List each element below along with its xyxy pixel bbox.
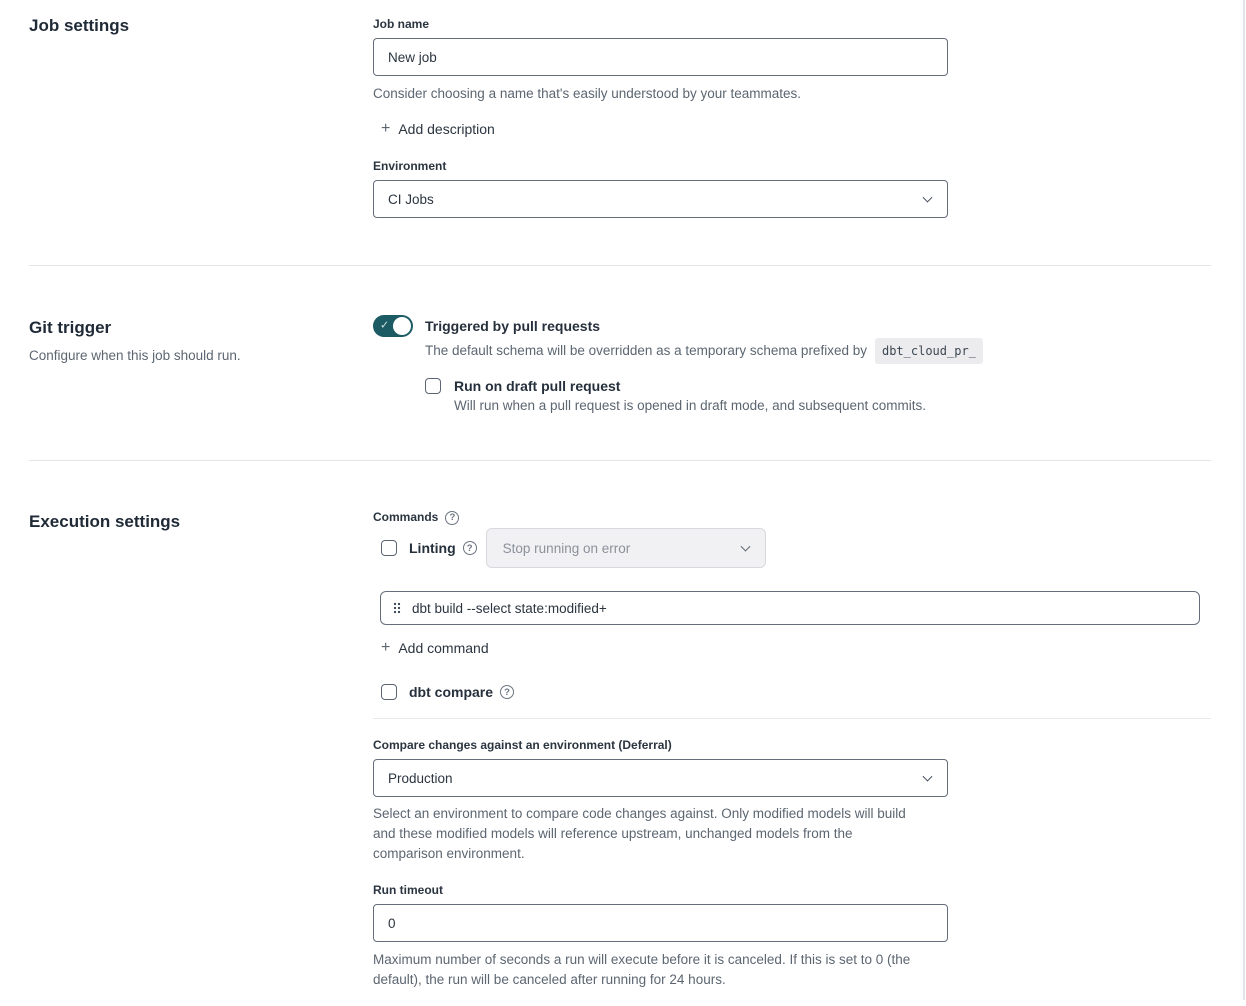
linting-checkbox[interactable] [381, 540, 397, 556]
run-timeout-input[interactable] [373, 904, 948, 942]
pr-trigger-desc-text: The default schema will be overridden as a temporary schema prefixed by [425, 343, 867, 358]
section-execution-settings-right [373, 510, 1211, 990]
section-execution-settings [0, 461, 1211, 1006]
draft-pr-desc: Will run when a pull request is opened in draft mode, and subsequent commits. [454, 398, 927, 413]
pr-trigger-row [373, 315, 1211, 364]
add-description-button[interactable] [381, 120, 495, 138]
deferral-select-value: Production [388, 770, 453, 786]
draft-pr-label: Run on draft pull request [454, 378, 621, 394]
section-execution-settings-left [29, 510, 373, 990]
run-timeout-helper: Maximum number of seconds a run will execute before it is canceled. If this is set to 0 (the default), the run will be canceled after running for 24 hours. [373, 952, 911, 987]
section-git-trigger-right [373, 315, 1211, 416]
plus-icon: + [381, 120, 391, 137]
pr-trigger-desc [425, 338, 983, 364]
dbt-compare-checkbox[interactable] [381, 684, 397, 700]
linting-label: Linting [409, 540, 456, 556]
section-job-settings [0, 0, 1211, 265]
pr-schema-code-chip: dbt_cloud_pr_ [875, 338, 983, 364]
chevron-down-icon [740, 542, 750, 552]
pr-trigger-text [425, 316, 983, 364]
run-timeout-label: Run timeout [373, 883, 443, 897]
section-job-settings-right [373, 15, 1211, 218]
pr-trigger-toggle[interactable] [373, 315, 413, 337]
environment-select-value: CI Jobs [388, 191, 434, 207]
git-trigger-title: Git trigger [29, 318, 112, 337]
deferral-helper: Select an environment to compare code changes against. Only modified models will build and these modified models will reference upstream, unchanged models from the comparison environment. [373, 806, 906, 861]
add-command-label: Add command [398, 640, 489, 656]
draft-pr-row [425, 376, 1211, 416]
execution-settings-title: Execution settings [29, 512, 181, 531]
commands-label-row [373, 510, 1211, 525]
job-name-helper: Consider choosing a name that's easily understood by your teammates. [373, 86, 802, 101]
section-git-trigger [0, 266, 1211, 460]
chevron-down-icon [923, 772, 933, 782]
add-command-button[interactable] [381, 639, 489, 657]
pr-trigger-label: Triggered by pull requests [425, 318, 601, 334]
section-git-trigger-left [29, 315, 373, 416]
linting-row [373, 528, 1211, 568]
linting-mode-value: Stop running on error [502, 540, 631, 556]
draft-pr-checkbox[interactable] [425, 378, 441, 394]
content-right-edge [1243, 0, 1245, 1000]
draft-pr-text [454, 376, 926, 416]
dbt-compare-row [381, 682, 1211, 702]
command-row [380, 591, 1200, 625]
page-title: Job settings [29, 16, 130, 35]
dbt-compare-label: dbt compare [409, 684, 494, 700]
execution-sub-divider [373, 718, 1211, 719]
command-input[interactable] [412, 592, 1199, 624]
linting-help-icon[interactable]: ? [463, 541, 477, 555]
drag-handle-icon[interactable] [393, 602, 401, 614]
check-icon: ✓ [380, 319, 390, 332]
commands-help-icon[interactable]: ? [445, 511, 459, 525]
plus-icon: + [381, 639, 391, 656]
section-job-settings-left [29, 15, 373, 218]
job-name-input[interactable] [373, 38, 948, 76]
git-trigger-subtitle: Configure when this job should run. [29, 348, 241, 363]
environment-label: Environment [373, 159, 447, 173]
deferral-select[interactable] [373, 759, 948, 797]
toggle-knob [393, 317, 411, 335]
commands-label: Commands [373, 510, 439, 524]
job-name-label: Job name [373, 17, 430, 31]
deferral-label: Compare changes against an environment (Deferral) [373, 738, 672, 752]
chevron-down-icon [923, 193, 933, 203]
dbt-compare-help-icon[interactable]: ? [500, 685, 514, 699]
add-description-label: Add description [398, 121, 495, 137]
linting-mode-select [486, 528, 766, 568]
environment-select[interactable] [373, 180, 948, 218]
